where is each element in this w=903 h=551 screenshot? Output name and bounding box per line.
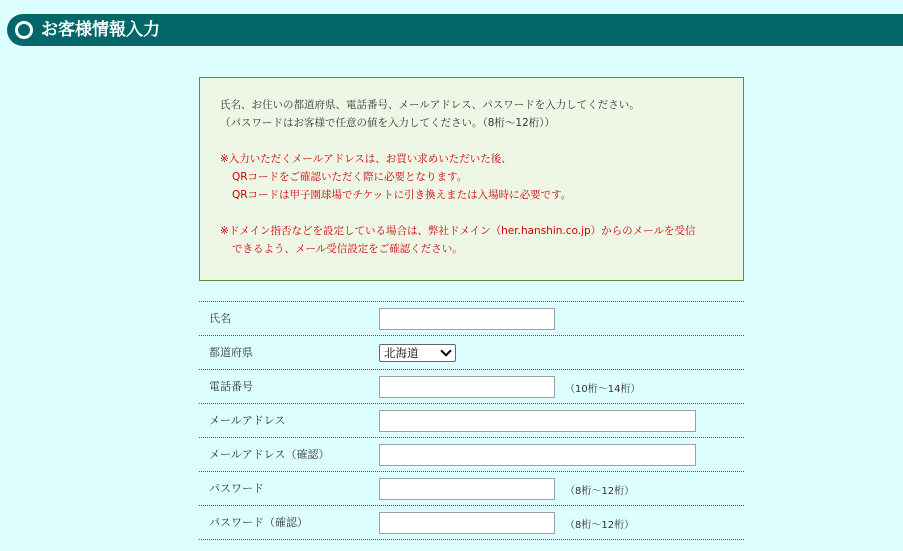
password-confirm-hint: （8桁〜12桁）	[565, 520, 635, 531]
notice-text-line-2: （パスワードはお客様で任意の値を入力してください。（8桁〜12桁））	[220, 117, 556, 129]
form-row-email-confirm	[199, 438, 744, 472]
name-label: 氏名	[209, 312, 231, 325]
warning-email-line-1: ※入力いただくメールアドレスは、お買い求めいただいた後、	[220, 153, 512, 165]
name-input[interactable]	[379, 308, 555, 330]
form-row-name	[199, 302, 744, 336]
phone-hint: （10桁〜14桁）	[565, 384, 641, 395]
warning-email-line-3: QRコードは甲子園球場でチケットに引き換えまたは入場時に必要です。	[232, 189, 572, 201]
page-header	[7, 14, 903, 46]
warning-email-line-2: QRコードをご確認いただく際に必要となります。	[232, 171, 468, 183]
warning-domain-line-2: できるよう、メール受信設定をご確認ください。	[232, 243, 463, 255]
prefecture-selected-value: 北海道	[384, 346, 419, 360]
email-label: メールアドレス	[209, 414, 286, 427]
circle-icon	[15, 21, 33, 39]
phone-input[interactable]	[379, 376, 555, 398]
page-title: お客様情報入力	[41, 20, 160, 40]
form-row-phone	[199, 370, 744, 404]
password-confirm-input[interactable]	[379, 512, 555, 534]
form-row-email	[199, 404, 744, 438]
prefecture-select[interactable]	[379, 344, 456, 362]
prefecture-label: 都道府県	[209, 346, 253, 359]
notice-spacer	[220, 132, 743, 150]
phone-label: 電話番号	[209, 380, 253, 393]
password-hint: （8桁〜12桁）	[565, 486, 635, 497]
notice-text-line-1: 氏名、お住いの都道府県、電話番号、メールアドレス、パスワードを入力してください。	[220, 99, 640, 111]
notice-box	[199, 77, 744, 281]
warning-domain-line-1: ※ドメイン指否などを設定している場合は、弊社ドメイン（her.hanshin.co.jp）からのメールを受信	[220, 225, 696, 237]
form-row-password-confirm	[199, 506, 744, 540]
chevron-down-icon	[440, 345, 451, 356]
email-input[interactable]	[379, 410, 696, 432]
customer-info-form	[199, 301, 744, 540]
form-row-prefecture	[199, 336, 744, 370]
form-row-password	[199, 472, 744, 506]
password-confirm-label: パスワード（確認）	[209, 516, 308, 529]
password-label: パスワード	[209, 482, 264, 495]
email-confirm-label: メールアドレス（確認）	[209, 448, 330, 461]
email-confirm-input[interactable]	[379, 444, 696, 466]
notice-spacer	[220, 204, 743, 222]
password-input[interactable]	[379, 478, 555, 500]
